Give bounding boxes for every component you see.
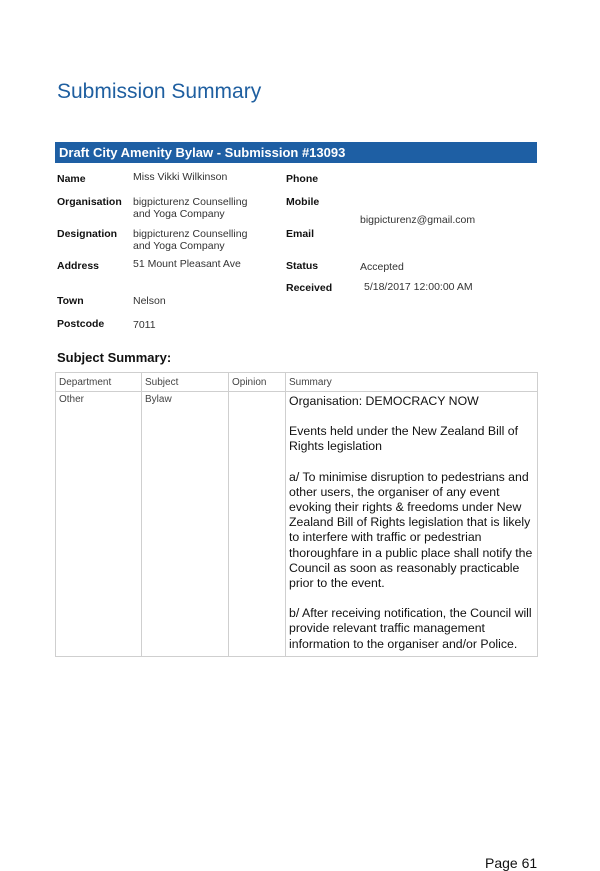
summary-paragraph: Organisation: DEMOCRACY NOW [289,394,479,408]
email-value: bigpicturenz@gmail.com [360,214,476,226]
town-label: Town [57,295,84,307]
organisation-label: Organisation [57,196,122,208]
received-value: 5/18/2017 12:00:00 AM [364,281,473,293]
town-value: Nelson [133,295,166,307]
table-row [56,392,538,657]
postcode-label: Postcode [57,318,105,330]
cell-opinion [229,392,286,657]
header-opinion: Opinion [229,373,286,392]
status-value: Accepted [360,261,404,273]
address-value: 51 Mount Pleasant Ave [133,258,241,270]
summary-paragraph: a/ To minimise disruption to pedestrians and other users, the organiser of any event evoking their rights & freedoms under New Zealand Bill of Rights legislation that is likely to interfere with traffic or pedestrian thoroughfare in a public place shall notify the Council as soon as reasonably practicable prior to the event. [289,469,533,591]
page-title: Submission Summary [57,80,262,103]
designation-label: Designation [57,228,118,240]
header-department: Department [56,373,142,392]
phone-label: Phone [286,173,319,185]
postcode-value: 7011 [133,319,156,331]
cell-summary [286,392,538,657]
header-summary: Summary [286,373,538,392]
submission-banner: Draft City Amenity Bylaw - Submission #13093 [55,142,537,163]
summary-paragraph: Events held under the New Zealand Bill of Rights legislation [289,424,518,454]
name-value: Miss Vikki Wilkinson [133,171,228,183]
cell-subject: Bylaw [142,392,229,657]
received-label: Received [286,282,333,294]
status-label: Status [286,260,319,272]
email-label: Email [286,228,315,240]
name-label: Name [57,173,86,185]
summary-paragraph: b/ After receiving notification, the Council will provide relevant traffic management information to the organiser and/or Police. [289,606,532,651]
header-subject: Subject [142,373,229,392]
cell-department: Other [56,392,142,657]
organisation-value: bigpicturenz Counselling and Yoga Company [133,196,248,220]
subject-summary-heading: Subject Summary: [57,350,172,365]
mobile-label: Mobile [286,196,320,208]
address-label: Address [57,260,100,272]
page-number: Page 61 [485,855,538,871]
designation-value: bigpicturenz Counselling and Yoga Company [133,228,248,252]
table-header-row [56,373,538,392]
subject-summary-table [55,372,538,657]
